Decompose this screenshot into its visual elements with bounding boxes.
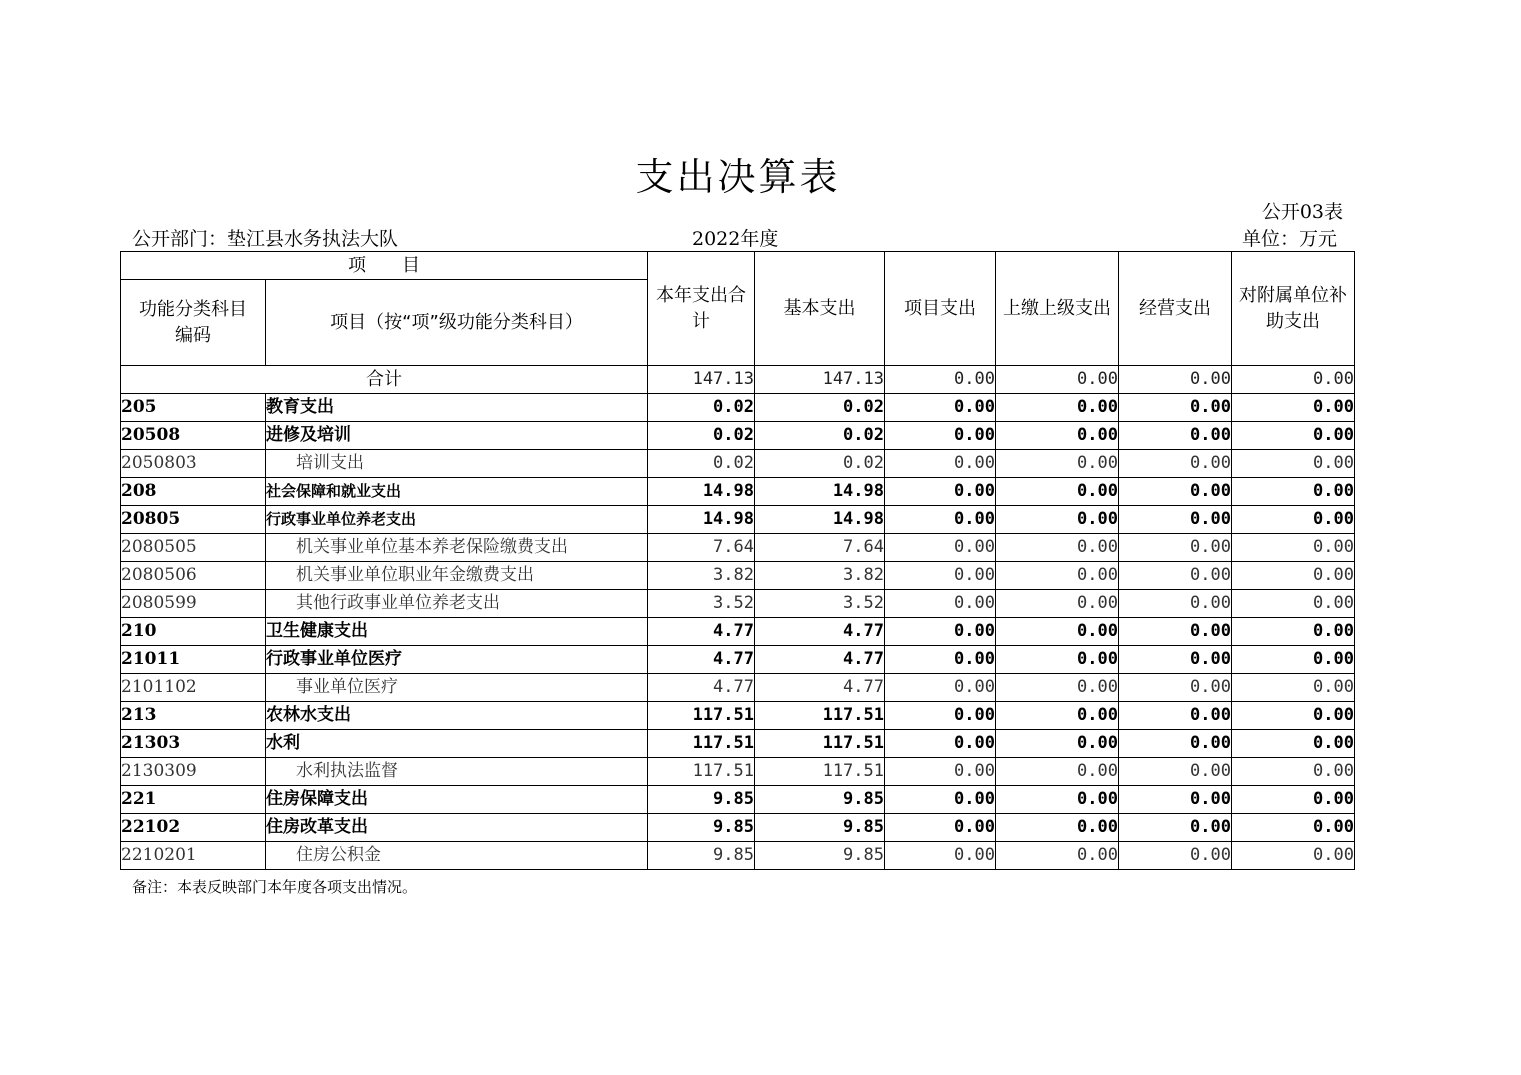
row-value: 0.00 [996, 730, 1119, 758]
row-value: 4.77 [755, 618, 885, 646]
row-name: 农林水支出 [266, 702, 648, 730]
row-value: 3.52 [755, 590, 885, 618]
row-value: 0.00 [1232, 562, 1355, 590]
table-row [121, 758, 1355, 786]
row-code: 2130309 [121, 758, 266, 786]
row-value: 0.00 [996, 534, 1119, 562]
row-value: 9.85 [755, 814, 885, 842]
row-code: 213 [121, 702, 266, 730]
row-name: 水利执法监督 [266, 758, 648, 786]
table-row [121, 786, 1355, 814]
header-total: 本年支出合计 [648, 252, 755, 366]
table-note: 备注：本表反映部门本年度各项支出情况。 [132, 878, 418, 896]
row-value: 0.00 [1119, 422, 1232, 450]
row-value: 0.00 [1232, 478, 1355, 506]
row-value: 14.98 [648, 506, 755, 534]
row-value: 7.64 [648, 534, 755, 562]
table-row [121, 702, 1355, 730]
total-row [121, 366, 1355, 394]
row-value: 0.00 [1232, 590, 1355, 618]
row-value: 0.00 [885, 730, 996, 758]
row-name: 水利 [266, 730, 648, 758]
row-value: 0.02 [755, 394, 885, 422]
row-value: 0.00 [996, 450, 1119, 478]
row-name: 住房保障支出 [266, 786, 648, 814]
row-value: 0.00 [1119, 674, 1232, 702]
row-value: 3.82 [648, 562, 755, 590]
row-value: 0.00 [885, 814, 996, 842]
row-code: 2080599 [121, 590, 266, 618]
row-code: 2101102 [121, 674, 266, 702]
row-value: 117.51 [648, 702, 755, 730]
row-code: 21303 [121, 730, 266, 758]
row-code: 20805 [121, 506, 266, 534]
row-value: 0.00 [1119, 758, 1232, 786]
row-value: 0.00 [885, 478, 996, 506]
row-value: 0.00 [1232, 702, 1355, 730]
table-row [121, 506, 1355, 534]
row-value: 0.00 [885, 590, 996, 618]
row-name: 其他行政事业单位养老支出 [266, 590, 648, 618]
row-value: 0.00 [1119, 450, 1232, 478]
row-value: 0.00 [1232, 394, 1355, 422]
row-value: 14.98 [648, 478, 755, 506]
header-name: 项目（按“项”级功能分类科目） [266, 280, 648, 366]
row-value: 4.77 [755, 674, 885, 702]
row-value: 0.00 [885, 758, 996, 786]
table-row [121, 646, 1355, 674]
row-value: 4.77 [648, 618, 755, 646]
row-value: 9.85 [755, 786, 885, 814]
row-value: 0.00 [996, 842, 1119, 870]
row-value: 9.85 [648, 814, 755, 842]
row-value: 0.00 [996, 814, 1119, 842]
row-value: 0.00 [1119, 814, 1232, 842]
row-name: 卫生健康支出 [266, 618, 648, 646]
row-value: 0.02 [648, 394, 755, 422]
row-value: 0.00 [885, 394, 996, 422]
table-row [121, 842, 1355, 870]
row-value: 0.00 [1119, 646, 1232, 674]
row-value: 0.00 [1119, 618, 1232, 646]
total-value: 0.00 [1232, 366, 1355, 394]
header-basic: 基本支出 [755, 252, 885, 366]
row-value: 117.51 [648, 758, 755, 786]
row-name: 社会保障和就业支出 [266, 478, 648, 506]
row-code: 20508 [121, 422, 266, 450]
header-business: 经营支出 [1119, 252, 1232, 366]
row-value: 0.00 [885, 842, 996, 870]
row-value: 0.00 [885, 702, 996, 730]
row-code: 2080505 [121, 534, 266, 562]
table-row [121, 674, 1355, 702]
row-code: 2210201 [121, 842, 266, 870]
row-value: 0.00 [885, 618, 996, 646]
row-value: 0.00 [1232, 730, 1355, 758]
row-value: 0.00 [996, 674, 1119, 702]
header-item-group: 项 目 [121, 252, 648, 280]
row-value: 9.85 [648, 842, 755, 870]
row-value: 0.02 [755, 450, 885, 478]
row-value: 0.00 [885, 562, 996, 590]
row-value: 0.00 [885, 422, 996, 450]
row-value: 0.00 [1119, 786, 1232, 814]
row-value: 0.00 [1232, 506, 1355, 534]
row-value: 117.51 [755, 730, 885, 758]
row-value: 0.00 [1119, 534, 1232, 562]
table-row [121, 562, 1355, 590]
unit-label: 单位：万元 [1241, 228, 1337, 250]
department-label: 公开部门：垫江县水务执法大队 [132, 228, 399, 250]
row-name: 进修及培训 [266, 422, 648, 450]
row-value: 0.00 [1119, 562, 1232, 590]
header-subsidy: 对附属单位补助支出 [1232, 252, 1355, 366]
table-row [121, 730, 1355, 758]
row-value: 0.00 [996, 506, 1119, 534]
row-value: 0.00 [996, 702, 1119, 730]
header-code: 功能分类科目编码 [121, 280, 266, 366]
row-value: 0.00 [1232, 422, 1355, 450]
row-value: 0.00 [885, 506, 996, 534]
row-value: 0.00 [1232, 786, 1355, 814]
row-value: 117.51 [755, 758, 885, 786]
total-label: 合计 [121, 366, 648, 394]
row-value: 0.00 [1119, 702, 1232, 730]
table-row [121, 590, 1355, 618]
row-code: 221 [121, 786, 266, 814]
row-value: 0.00 [1232, 534, 1355, 562]
row-name: 住房公积金 [266, 842, 648, 870]
expenditure-table [120, 251, 1355, 870]
row-name: 机关事业单位基本养老保险缴费支出 [266, 534, 648, 562]
row-value: 4.77 [648, 646, 755, 674]
row-value: 4.77 [755, 646, 885, 674]
row-code: 22102 [121, 814, 266, 842]
row-value: 0.02 [648, 422, 755, 450]
row-value: 0.02 [755, 422, 885, 450]
fiscal-year: 2022年度 [692, 228, 779, 250]
row-code: 210 [121, 618, 266, 646]
table-row [121, 478, 1355, 506]
row-value: 0.00 [996, 478, 1119, 506]
row-value: 0.00 [885, 646, 996, 674]
row-value: 0.00 [1232, 814, 1355, 842]
table-row [121, 394, 1355, 422]
row-value: 0.00 [996, 646, 1119, 674]
header-remit: 上缴上级支出 [996, 252, 1119, 366]
row-name: 事业单位医疗 [266, 674, 648, 702]
row-value: 117.51 [648, 730, 755, 758]
row-value: 0.00 [1232, 674, 1355, 702]
row-code: 2080506 [121, 562, 266, 590]
row-value: 9.85 [648, 786, 755, 814]
row-value: 0.00 [996, 590, 1119, 618]
total-value: 0.00 [996, 366, 1119, 394]
row-code: 21011 [121, 646, 266, 674]
table-row [121, 450, 1355, 478]
row-value: 0.00 [1232, 842, 1355, 870]
row-name: 教育支出 [266, 394, 648, 422]
total-value: 0.00 [885, 366, 996, 394]
table-row [121, 618, 1355, 646]
row-value: 3.52 [648, 590, 755, 618]
row-value: 0.02 [648, 450, 755, 478]
row-value: 0.00 [996, 618, 1119, 646]
table-row [121, 534, 1355, 562]
row-value: 0.00 [885, 534, 996, 562]
row-value: 0.00 [996, 562, 1119, 590]
row-value: 117.51 [755, 702, 885, 730]
header-project: 项目支出 [885, 252, 996, 366]
row-value: 0.00 [885, 674, 996, 702]
row-value: 0.00 [1119, 842, 1232, 870]
table-row [121, 814, 1355, 842]
total-value: 0.00 [1119, 366, 1232, 394]
row-name: 行政事业单位养老支出 [266, 506, 648, 534]
row-value: 0.00 [885, 450, 996, 478]
row-value: 0.00 [1119, 506, 1232, 534]
row-code: 205 [121, 394, 266, 422]
row-code: 208 [121, 478, 266, 506]
row-value: 0.00 [1119, 478, 1232, 506]
row-value: 3.82 [755, 562, 885, 590]
row-value: 0.00 [1232, 618, 1355, 646]
row-code: 2050803 [121, 450, 266, 478]
total-value: 147.13 [648, 366, 755, 394]
row-value: 7.64 [755, 534, 885, 562]
row-value: 4.77 [648, 674, 755, 702]
row-value: 0.00 [1232, 450, 1355, 478]
row-name: 行政事业单位医疗 [266, 646, 648, 674]
row-value: 0.00 [996, 758, 1119, 786]
row-value: 0.00 [1232, 758, 1355, 786]
row-value: 0.00 [1119, 394, 1232, 422]
row-value: 0.00 [1119, 730, 1232, 758]
total-value: 147.13 [755, 366, 885, 394]
row-value: 0.00 [996, 786, 1119, 814]
row-value: 0.00 [996, 422, 1119, 450]
row-value: 14.98 [755, 478, 885, 506]
form-number: 公开03表 [1261, 201, 1343, 223]
row-value: 0.00 [996, 394, 1119, 422]
row-name: 住房改革支出 [266, 814, 648, 842]
page-title: 支出决算表 [635, 155, 841, 199]
row-value: 0.00 [1232, 646, 1355, 674]
row-value: 14.98 [755, 506, 885, 534]
row-value: 0.00 [1119, 590, 1232, 618]
row-value: 0.00 [885, 786, 996, 814]
table-row [121, 422, 1355, 450]
row-name: 培训支出 [266, 450, 648, 478]
row-name: 机关事业单位职业年金缴费支出 [266, 562, 648, 590]
row-value: 9.85 [755, 842, 885, 870]
